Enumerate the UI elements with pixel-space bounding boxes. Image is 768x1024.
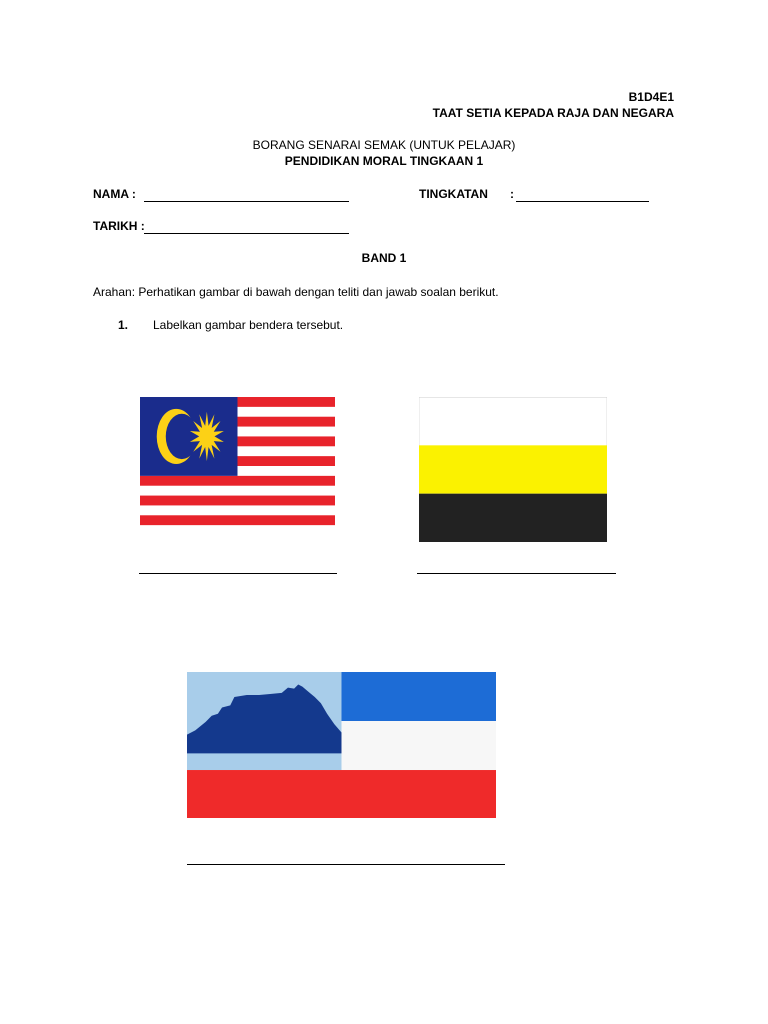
name-field[interactable] <box>144 187 349 202</box>
perak-flag-image <box>419 397 607 542</box>
class-label: TINGKATAN <box>419 187 488 201</box>
band-heading: BAND 1 <box>361 251 407 265</box>
sabah-flag-image <box>187 672 496 818</box>
question-text: Labelkan gambar bendera tersebut. <box>153 318 344 332</box>
question-number: 1. <box>118 318 129 332</box>
answer-line-3[interactable] <box>187 864 505 865</box>
date-field[interactable] <box>144 219 349 234</box>
name-label: NAMA : <box>93 187 136 201</box>
document-theme: TAAT SETIA KEPADA RAJA DAN NEGARA <box>432 106 674 120</box>
answer-line-2[interactable] <box>417 573 616 574</box>
answer-line-1[interactable] <box>139 573 337 574</box>
document-code: B1D4E1 <box>628 90 674 104</box>
class-colon: : <box>510 187 514 201</box>
form-title: BORANG SENARAI SEMAK (UNTUK PELAJAR) <box>252 138 516 152</box>
class-field[interactable] <box>516 187 649 202</box>
instruction-text: Arahan: Perhatikan gambar di bawah dengan teliti dan jawab soalan berikut. <box>93 285 499 299</box>
date-label: TARIKH : <box>93 219 145 233</box>
form-subtitle: PENDIDIKAN MORAL TINGKAAN 1 <box>284 154 484 168</box>
malaysia-flag-image <box>140 397 335 535</box>
